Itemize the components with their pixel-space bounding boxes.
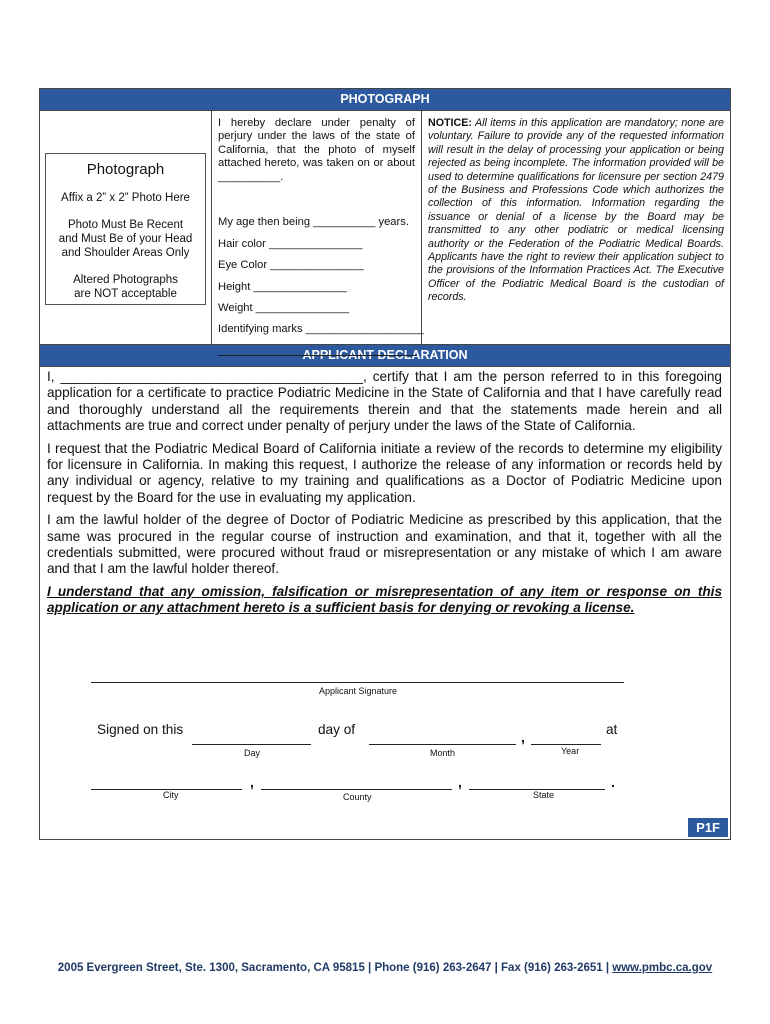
- declaration-warning: I understand that any omission, falsification or misrepresentation of any item or response on this application or any attachment hereto is a sufficient basis for denying or revoking a license.: [47, 583, 722, 616]
- declaration-paragraph: I am the lawful holder of the degree of Doctor of Podiatric Medicine as prescribed by this application, that the same was procured in the regular course of instruction and examination, and that it, together with all the credentials submitted, were procured without fraud or misrepresentation or any mistake of which I am aware and that I am the lawful holder thereof.: [47, 512, 722, 577]
- month-line[interactable]: [369, 744, 516, 745]
- declaration-paragraph: I, ________________________________________, certify that I am the person referred to in this foregoing application for a certificate to practice Podiatric Medicine in the State of California and that I have carefully read and thoroughly understand all the requirements therein and that the statements made herein and all attachments are true and correct under penalty of perjury under the laws of the State of California.: [47, 369, 722, 434]
- month-label: Month: [430, 748, 456, 758]
- identifying-marks-field[interactable]: Identifying marks ___________________: [218, 323, 424, 335]
- photo-altered-line: are NOT acceptable: [74, 288, 177, 300]
- comma-sep: ,: [458, 774, 462, 790]
- page-code-badge: P1F: [688, 818, 728, 837]
- notice-column: [422, 111, 730, 344]
- day-line[interactable]: [192, 744, 311, 745]
- applicant-signature-label: Applicant Signature: [319, 686, 398, 696]
- photo-recent-line: and Shoulder Areas Only: [61, 247, 190, 259]
- year-line[interactable]: [531, 744, 601, 745]
- photo-recent-line: and Must Be of your Head: [58, 233, 193, 245]
- photo-box[interactable]: [45, 153, 206, 305]
- declaration-body: [40, 367, 730, 617]
- photo-recent-note: [46, 218, 205, 260]
- photo-affix-text: Affix a 2” x 2” Photo Here: [61, 192, 190, 204]
- identifying-marks-extra-line[interactable]: [218, 355, 417, 356]
- city-label: City: [163, 790, 179, 800]
- applicant-declaration-header: APPLICANT DECLARATION: [40, 344, 730, 367]
- notice-body: All items in this application are mandatory; none are voluntary. Failure to provide any of the requested information will result in the delay of processing your application or being rejected as being incomplete. The information provided will be used to determine qualifications for licensure per section 2479 of the Business and Professions Code which authorizes the collection of this information. Information regarding the issuance or denial of a license by the Board may be transmitted to any other podiatric or medical licensing authority or the Federation of the Podiatric Medical Boards. Applicants have the right to review their application subject to the provisions of the Information Practices Act. The Executive Officer of the Podiatric Medical Board is the custodian of records.: [428, 117, 724, 304]
- photograph-header: PHOTOGRAPH: [40, 89, 730, 111]
- eye-color-field[interactable]: Eye Color _______________: [218, 259, 364, 271]
- year-label: Year: [561, 746, 580, 756]
- day-of-label: day of: [318, 722, 356, 737]
- comma-sep: ,: [521, 729, 525, 745]
- age-field[interactable]: My age then being __________ years.: [218, 216, 409, 228]
- photo-title: Photograph: [86, 161, 165, 178]
- weight-field[interactable]: Weight _______________: [218, 302, 350, 314]
- county-label: County: [343, 792, 372, 802]
- declaration-paragraph: I request that the Podiatric Medical Board of California initiate a review of the records to determine my eligibility for licensure in California. In making this request, I authorize the release of any information or records held by any individual or agency, relative to my training and qualifications as a Doctor of Podiatric Medicine upon request by the Board for the use in evaluating my application.: [47, 440, 722, 505]
- county-line[interactable]: [261, 789, 452, 790]
- applicant-signature-line[interactable]: [91, 682, 624, 683]
- hair-color-field[interactable]: Hair color _______________: [218, 238, 363, 250]
- footer: [0, 962, 770, 974]
- photo-recent-line: Photo Must Be Recent: [67, 219, 184, 231]
- photo-section: [40, 111, 730, 344]
- personal-details-column: [211, 111, 422, 344]
- height-field[interactable]: Height _______________: [218, 281, 347, 293]
- photo-altered-line: Altered Photographs: [73, 274, 178, 286]
- photo-declaration: I hereby declare under penalty of perjury under the laws of the state of California, that the photo of myself attached hereto, was taken on or about __________.: [218, 117, 415, 183]
- footer-address: 2005 Evergreen Street, Ste. 1300, Sacramento, CA 95815 | Phone (916) 263-2647 | Fax (916) 263-2651 |: [57, 962, 613, 974]
- photo-column: [40, 111, 212, 344]
- at-label: at: [606, 722, 618, 737]
- application-form: [39, 88, 731, 840]
- day-label: Day: [244, 748, 261, 758]
- state-label: State: [533, 790, 555, 800]
- footer-website-link[interactable]: www.pmbc.ca.gov: [612, 962, 713, 974]
- signed-on-label: Signed on this: [97, 722, 184, 737]
- photo-altered-note: [46, 273, 205, 301]
- period-mark: .: [611, 774, 615, 790]
- notice-text: [422, 111, 730, 305]
- comma-sep: ,: [250, 774, 254, 790]
- notice-label: NOTICE:: [428, 117, 472, 129]
